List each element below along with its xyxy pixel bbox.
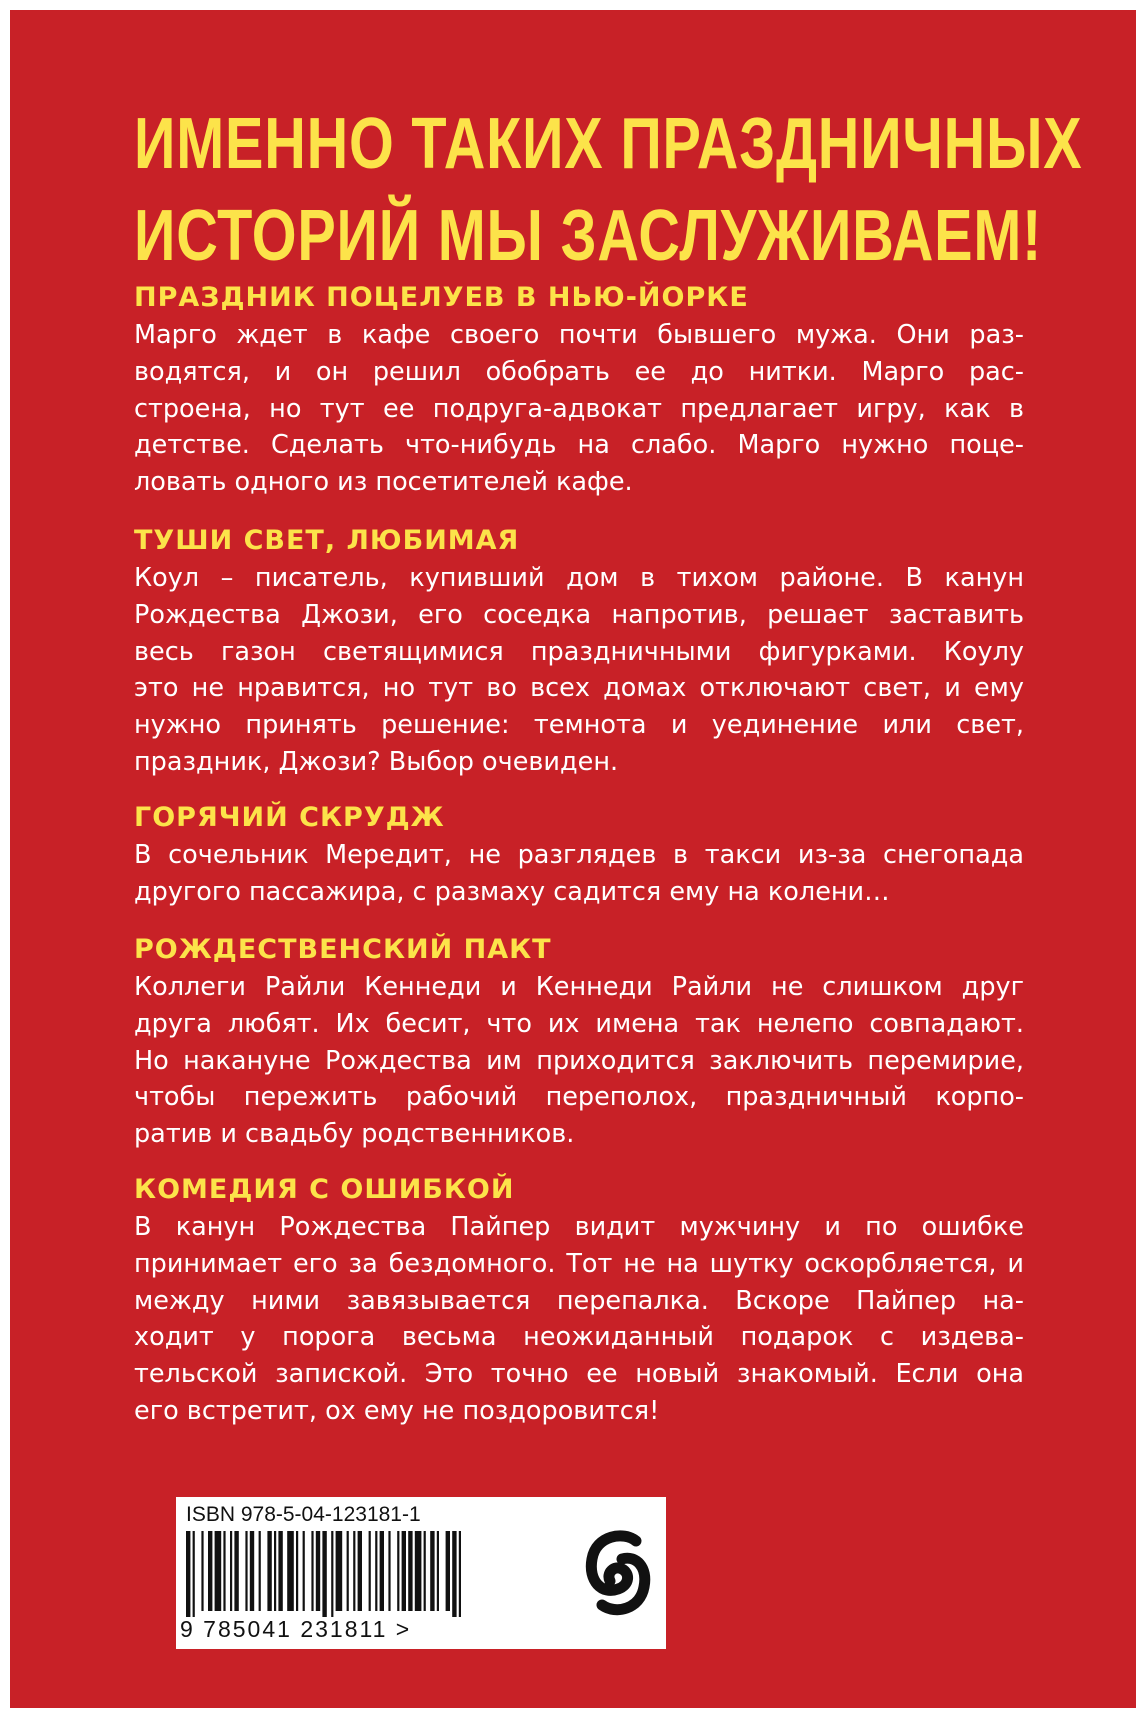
story-block bbox=[134, 1173, 1024, 1430]
barcode-bar bbox=[234, 1531, 238, 1611]
barcode-bar bbox=[186, 1531, 190, 1617]
publisher-logo-panel bbox=[566, 1497, 666, 1649]
barcode-bar bbox=[215, 1531, 222, 1611]
story-line: весь газон светящимися праздничными фигурками. Коулу bbox=[134, 636, 1024, 667]
story-line: детстве. Сделать что-нибудь на слабо. Марго нужно поце- bbox=[134, 430, 1024, 461]
eksmo-logo-icon bbox=[566, 1497, 666, 1649]
story-line: Коллеги Райли Кеннеди и Кеннеди Райли не слишком друг bbox=[134, 972, 1024, 1002]
barcode-bar bbox=[274, 1531, 276, 1611]
barcode-bar bbox=[375, 1531, 377, 1611]
barcode-bar bbox=[322, 1531, 326, 1617]
headline-line-2: ИСТОРИЙ МЫ ЗАСЛУЖИВАЕМ! bbox=[134, 196, 1043, 276]
barcode-bar bbox=[250, 1531, 254, 1611]
barcode-icon bbox=[186, 1531, 556, 1617]
story-line: чтобы пережить рабочий переполох, праздничный корпо- bbox=[134, 1082, 1024, 1113]
story-title: ГОРЯЧИЙ СКРУДЖ bbox=[134, 802, 445, 833]
barcode-bar bbox=[193, 1531, 195, 1617]
story-line: Коул – писатель, купивший дом в тихом районе. В канун bbox=[134, 563, 1024, 593]
story-description bbox=[134, 837, 1024, 911]
barcode-bar bbox=[415, 1531, 422, 1611]
story-line: Рождества Джози, его соседка напротив, решает заставить bbox=[134, 599, 1024, 630]
barcode-bar bbox=[223, 1531, 225, 1611]
story-line: тельской запиской. Это точно ее новый знакомый. Если она bbox=[134, 1359, 1024, 1390]
barcode-bar bbox=[424, 1531, 426, 1611]
story-line: праздник, Джози? Выбор очевиден. bbox=[134, 746, 619, 777]
barcode-bar bbox=[430, 1531, 434, 1611]
barcode-bar bbox=[316, 1531, 320, 1611]
story-line: другого пассажира, с размаху садится ему на колени… bbox=[134, 876, 890, 907]
story-title: ПРАЗДНИК ПОЦЕЛУЕВ В НЬЮ-ЙОРКЕ bbox=[134, 282, 749, 313]
barcode-bar bbox=[296, 1531, 298, 1611]
story-title: ТУШИ СВЕТ, ЛЮБИМАЯ bbox=[134, 525, 520, 556]
story-line: Марго ждет в кафе своего почти бывшего мужа. Они раз- bbox=[134, 320, 1024, 350]
barcode-number: 9 785041 231811 > bbox=[180, 1616, 412, 1642]
barcode-bar bbox=[208, 1531, 212, 1611]
barcode-bar bbox=[311, 1531, 313, 1611]
barcode-bar bbox=[459, 1531, 461, 1617]
story-block bbox=[134, 801, 1024, 911]
story-line: его встретит, ох ему не поздоровится! bbox=[134, 1395, 660, 1426]
barcode-bar bbox=[397, 1531, 399, 1611]
barcode-bar bbox=[245, 1531, 247, 1611]
story-line: ходит у порога весьма неожиданный подарок с издева- bbox=[134, 1322, 1024, 1353]
story-line: строена, но тут ее подруга-адвокат предлагает игру, как в bbox=[134, 393, 1024, 424]
story-line: принимает его за бездомного. Тот не на шутку оскорбляется, и bbox=[134, 1248, 1024, 1279]
story-line: нужно принять решение: темнота и уединение или свет, bbox=[134, 710, 1024, 741]
story-line: друга любят. Их бесит, что их имена так нелепо совпадают. bbox=[134, 1008, 1024, 1039]
story-block bbox=[134, 933, 1024, 1153]
story-line: между ними завязывается перепалка. Вскоре Пайпер на- bbox=[134, 1285, 1024, 1316]
story-block bbox=[134, 524, 1024, 781]
barcode-panel bbox=[176, 1497, 566, 1649]
barcode-bar bbox=[267, 1531, 271, 1611]
barcode-bar bbox=[331, 1531, 333, 1617]
story-description bbox=[134, 560, 1024, 781]
story-block bbox=[134, 281, 1024, 501]
barcode-bar bbox=[437, 1531, 439, 1611]
barcode-bar bbox=[446, 1531, 450, 1611]
barcode-bar bbox=[201, 1531, 203, 1611]
story-line: ловать одного из посетителей кафе. bbox=[134, 467, 633, 498]
barcode-bar bbox=[259, 1531, 261, 1611]
barcode-bar bbox=[369, 1531, 371, 1611]
story-title: КОМЕДИЯ С ОШИБКОЙ bbox=[134, 1174, 515, 1205]
story-line: это не нравится, но тут во всех домах отключают свет, и ему bbox=[134, 673, 1024, 704]
story-line: водятся, и он решил обобрать ее до нитки. Марго рас- bbox=[134, 356, 1024, 387]
story-line: В канун Рождества Пайпер видит мужчину и по ошибке bbox=[134, 1212, 1024, 1242]
barcode-bar bbox=[303, 1531, 305, 1611]
barcode-bar bbox=[230, 1531, 232, 1611]
barcode-bar bbox=[353, 1531, 355, 1611]
story-description bbox=[134, 1209, 1024, 1430]
story-description bbox=[134, 317, 1024, 501]
isbn-label: ISBN 978-5-04-123181-1 bbox=[186, 1503, 421, 1526]
headline-line-1: ИМЕННО ТАКИХ ПРАЗДНИЧНЫХ bbox=[134, 104, 1083, 184]
barcode-bar bbox=[408, 1531, 412, 1611]
story-line: Но накануне Рождества им приходится заключить перемирие, bbox=[134, 1045, 1024, 1076]
headline bbox=[134, 98, 1083, 282]
barcode-bar bbox=[452, 1531, 456, 1617]
barcode-bar bbox=[358, 1531, 362, 1611]
barcode-bar bbox=[388, 1531, 390, 1611]
story-title: РОЖДЕСТВЕНСКИЙ ПАКТ bbox=[134, 934, 552, 965]
barcode-bar bbox=[402, 1531, 406, 1611]
barcode-bar bbox=[278, 1531, 282, 1611]
barcode-bar bbox=[287, 1531, 294, 1611]
story-description bbox=[134, 969, 1024, 1153]
story-line: ратив и свадьбу родственников. bbox=[134, 1119, 575, 1150]
barcode-bar bbox=[380, 1531, 384, 1611]
barcode-bar bbox=[336, 1531, 343, 1611]
story-line: В сочельник Мередит, не разглядев в такси из-за снегопада bbox=[134, 840, 1024, 870]
barcode-bar bbox=[347, 1531, 349, 1611]
